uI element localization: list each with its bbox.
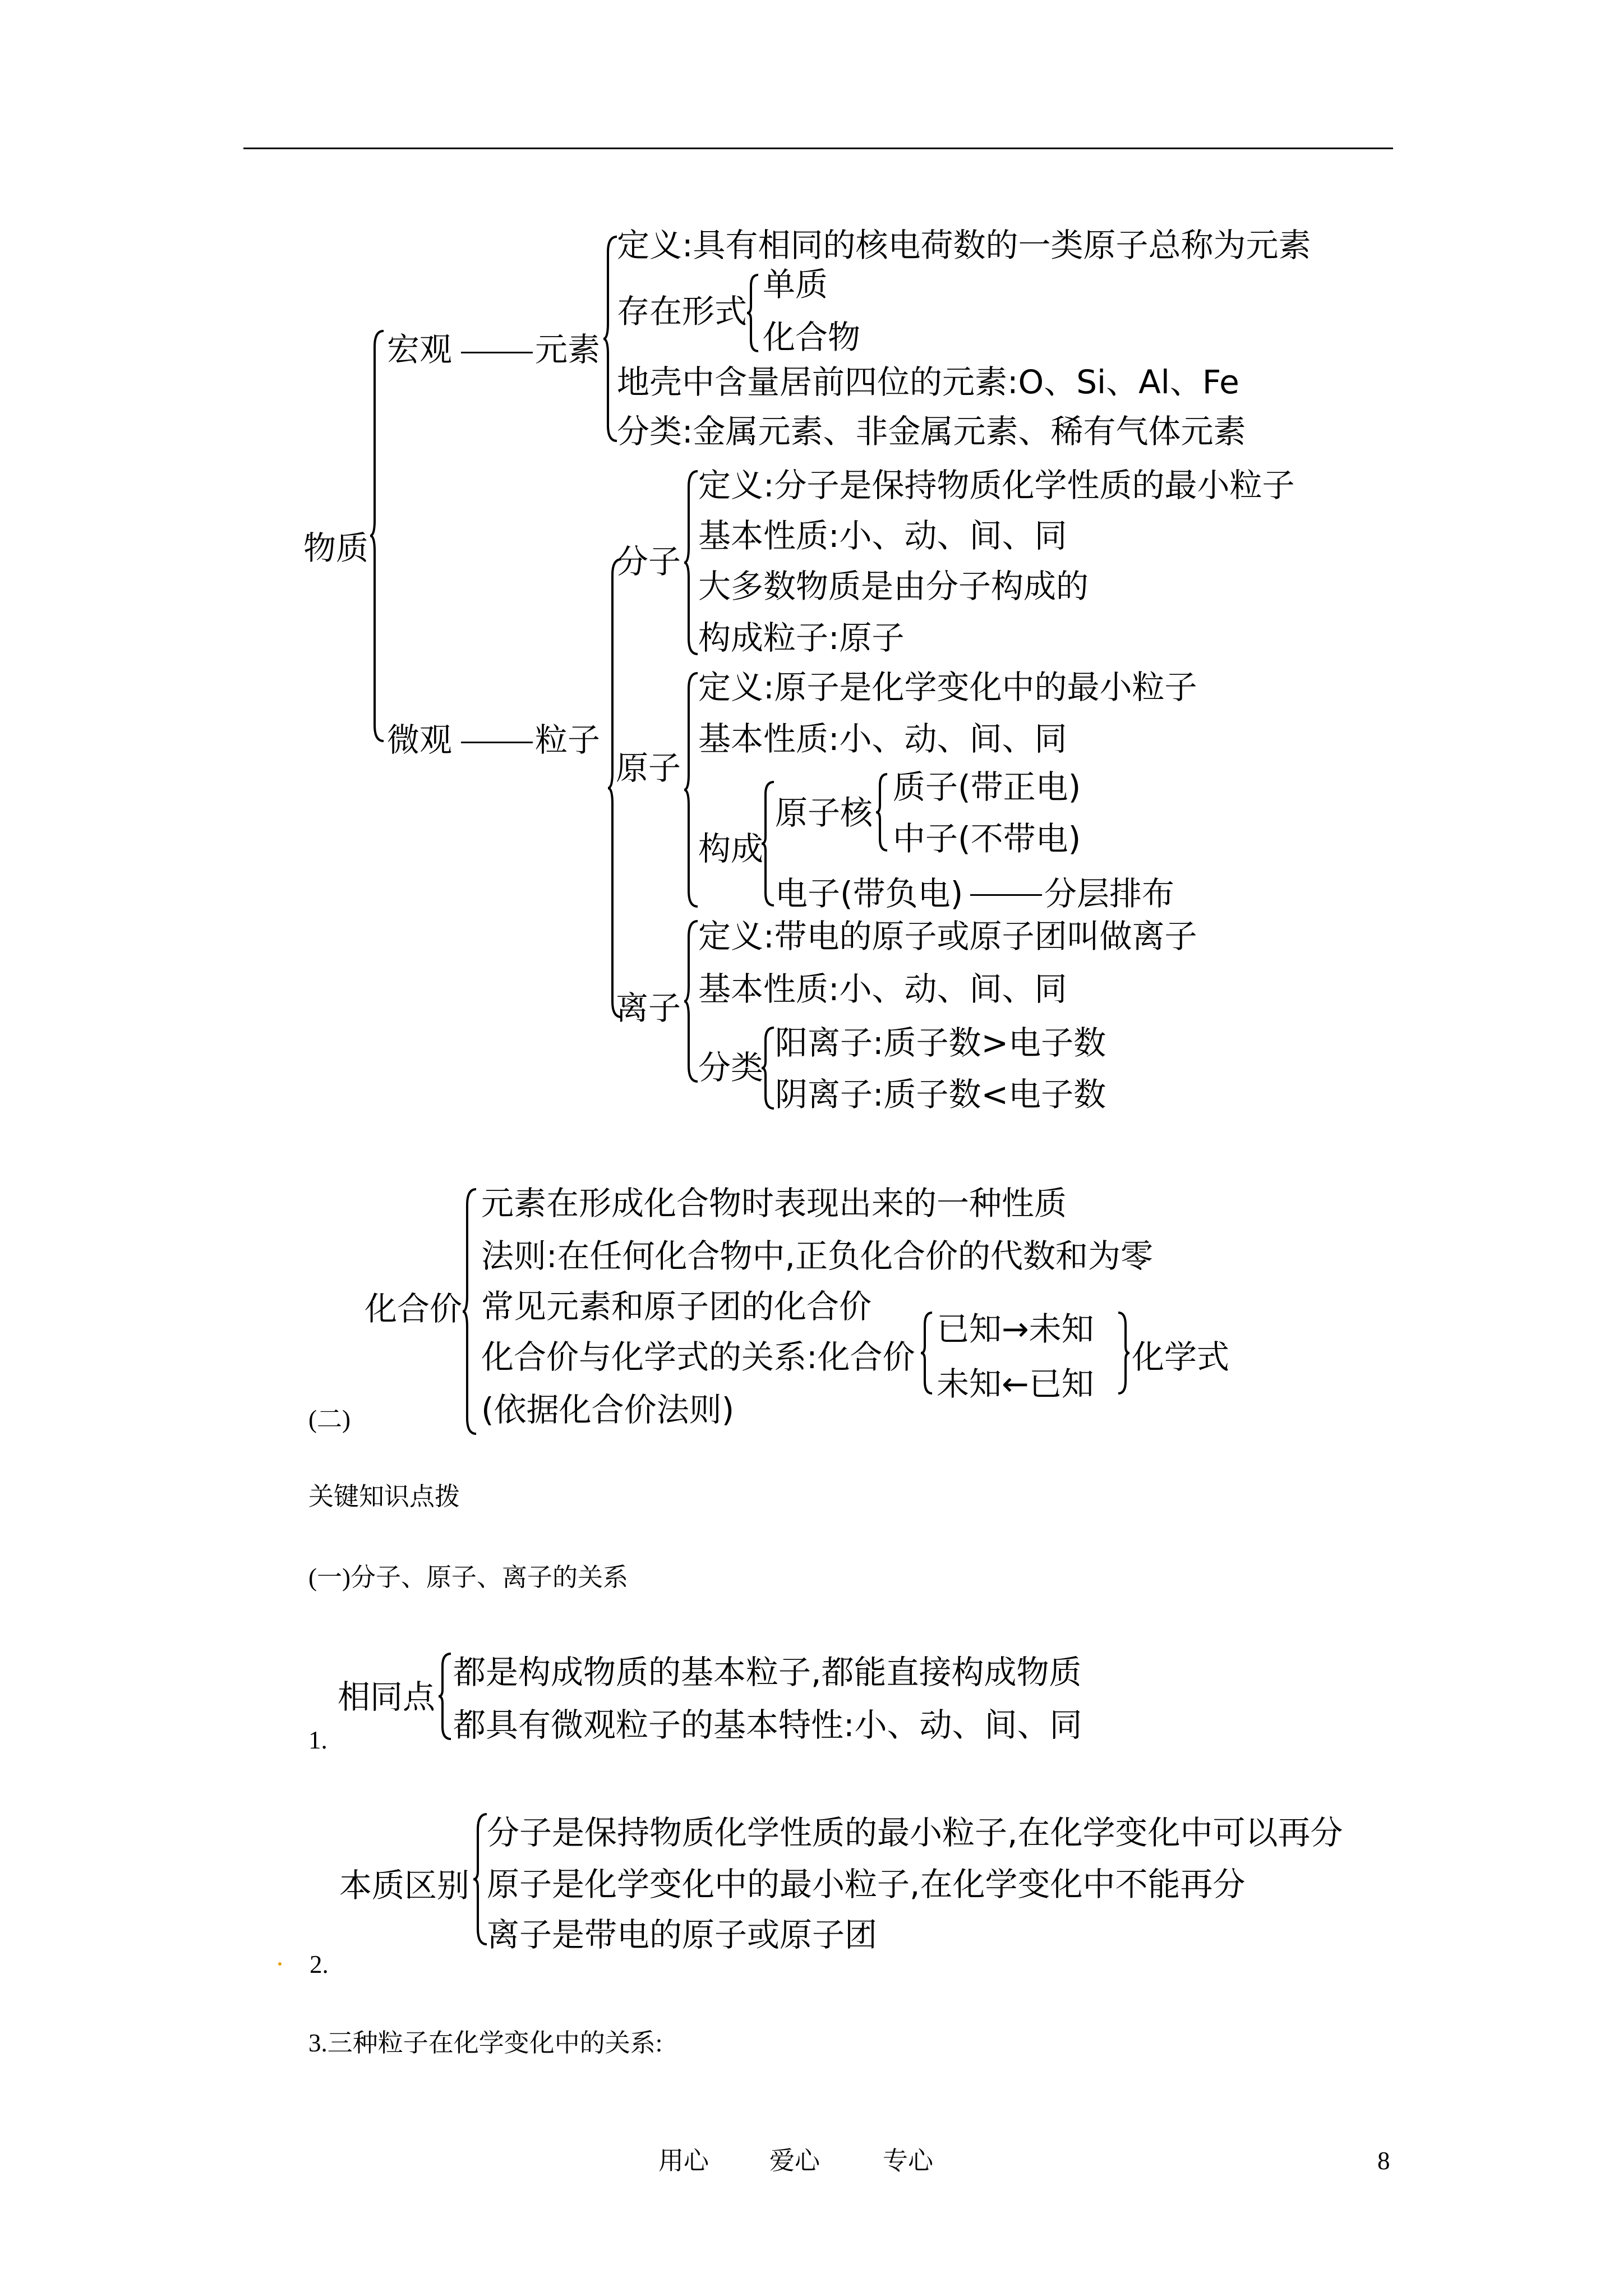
difference-ion: 离子是带电的原子或原子团	[487, 1916, 878, 1954]
root-brace	[369, 330, 386, 742]
ion-definition: 定义:带电的原子或原子团叫做离子	[698, 917, 1197, 955]
nucleus-label: 原子核	[775, 794, 873, 832]
subsection-relations: (一)分子、原子、离子的关系	[308, 1563, 628, 1591]
element-definition: 定义:具有相同的核电荷数的一类原子总称为元素	[617, 226, 1311, 264]
difference-molecule: 分子是保持物质化学性质的最小粒子,在化学变化中可以再分	[487, 1814, 1343, 1852]
footer-word-1: 用心	[658, 2147, 709, 2175]
form-compound: 化合物	[763, 318, 861, 356]
point-number-2: 2.	[310, 1950, 329, 1978]
proton: 质子(带正电)	[893, 768, 1081, 806]
relation-brace-right	[1116, 1312, 1131, 1395]
difference-label: 本质区别	[339, 1866, 470, 1904]
point-three: 3.三种粒子在化学变化中的关系:	[308, 2029, 663, 2057]
footer-word-2: 爱心	[769, 2147, 820, 2175]
ion-classification-label: 分类	[698, 1048, 764, 1087]
structure-brace	[760, 781, 776, 907]
atom-definition: 定义:原子是化学变化中的最小粒子	[698, 668, 1197, 706]
valence-brace	[462, 1188, 478, 1435]
macro-dash	[461, 352, 533, 353]
similarity-item-2: 都具有微观粒子的基本特性:小、动、间、同	[453, 1706, 1082, 1744]
element-label: 元素	[535, 330, 601, 369]
valence-label: 化合价	[365, 1290, 463, 1328]
molecule-brace	[683, 470, 700, 655]
element-brace	[602, 236, 619, 442]
tree-root: 物质	[303, 529, 369, 567]
key-points-title: 关键知识点拨	[308, 1483, 460, 1511]
macro-label: 宏观	[387, 330, 453, 369]
unknown-to-known: 未知←已知	[937, 1365, 1094, 1403]
page-number: 8	[1377, 2147, 1390, 2175]
molecule-definition: 定义:分子是保持物质化学性质的最小粒子	[698, 466, 1295, 504]
header-rule	[243, 148, 1393, 149]
ion-properties: 基本性质:小、动、间、同	[698, 970, 1067, 1008]
particle-label: 粒子	[535, 721, 601, 759]
element-forms-label: 存在形式	[617, 292, 748, 330]
chemical-formula: 化学式	[1132, 1338, 1230, 1376]
valence-basis: (依据化合价法则)	[481, 1391, 735, 1429]
neutron: 中子(不带电)	[893, 820, 1081, 858]
ion-label: 离子	[616, 989, 681, 1027]
cation: 阳离子:质子数>电子数	[775, 1024, 1106, 1062]
element-classification: 分类:金属元素、非金属元素、稀有气体元素	[617, 412, 1246, 450]
valence-line-1: 元素在形成化合物时表现出来的一种性质	[481, 1184, 1067, 1222]
valence-rule: 法则:在任何化合物中,正负化合价的代数和为零	[481, 1237, 1153, 1275]
section-two-marker: (二)	[308, 1405, 351, 1433]
particle-brace	[607, 558, 624, 1018]
anion: 阴离子:质子数<电子数	[775, 1075, 1106, 1114]
relation-brace-left	[920, 1312, 934, 1395]
similarity-label: 相同点	[338, 1678, 436, 1716]
similarity-brace	[437, 1653, 453, 1740]
footer-word-3: 专心	[883, 2147, 934, 2175]
similarity-item-1: 都是构成物质的基本粒子,都能直接构成物质	[453, 1653, 1082, 1691]
molecule-label: 分子	[616, 542, 681, 581]
stray-dot-mark	[278, 1962, 282, 1966]
molecule-properties: 基本性质:小、动、间、同	[698, 517, 1067, 555]
electron: 电子(带负电)	[775, 875, 963, 913]
electron-dash	[970, 894, 1042, 896]
ion-brace	[683, 920, 700, 1083]
known-to-unknown: 已知→未知	[937, 1310, 1094, 1348]
molecule-components: 构成粒子:原子	[698, 619, 905, 657]
molecule-most-substances: 大多数物质是由分子构成的	[698, 567, 1089, 605]
forms-brace	[746, 274, 760, 352]
micro-label: 微观	[387, 721, 453, 759]
form-simple: 单质	[763, 265, 828, 303]
nucleus-brace	[875, 773, 889, 852]
common-valences: 常见元素和原子团的化合价	[481, 1287, 872, 1326]
micro-dash	[461, 742, 533, 743]
electron-layers: 分层排布	[1044, 875, 1175, 913]
crust-elements: 地壳中含量居前四位的元素:O、Si、Al、Fe	[617, 363, 1239, 401]
ion-class-brace	[760, 1027, 776, 1110]
difference-atom: 原子是化学变化中的最小粒子,在化学变化中不能再分	[487, 1865, 1246, 1903]
atom-properties: 基本性质:小、动、间、同	[698, 720, 1067, 758]
atom-structure-label: 构成	[698, 830, 764, 868]
point-number-1: 1.	[308, 1726, 328, 1754]
valence-formula-relation: 化合价与化学式的关系:化合价	[481, 1338, 915, 1376]
atom-label: 原子	[616, 749, 681, 787]
atom-brace	[683, 672, 700, 908]
